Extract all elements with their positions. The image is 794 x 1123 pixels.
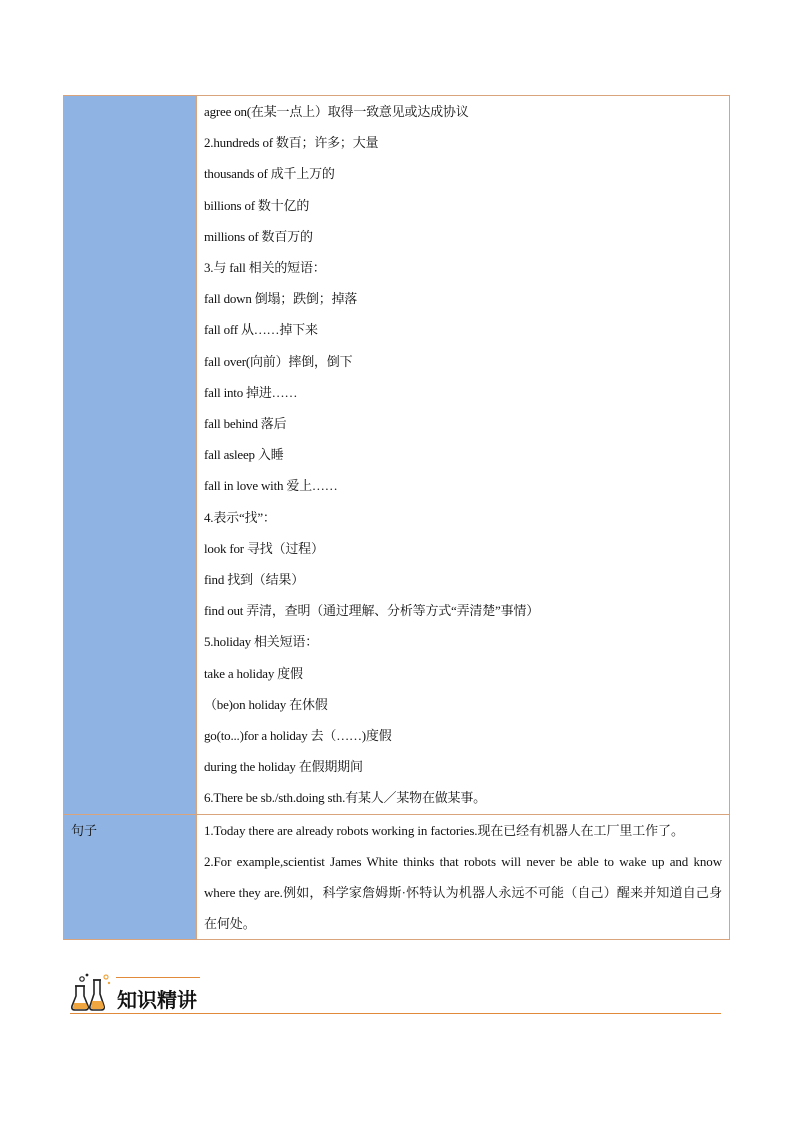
phrase-line: during the holiday 在假期期间 bbox=[204, 759, 363, 775]
section-title: 知识精讲 bbox=[117, 988, 197, 1012]
phrase-line: fall off 从……掉下来 bbox=[204, 322, 318, 338]
row-label bbox=[64, 96, 196, 100]
sentence-2: 2.For example,scientist James White thinks that robots will never be able to wake up and know where they are.例如，科学家詹姆斯·怀特认为机器人永远不可能（自己）醒来并知道自己身在何处。 bbox=[204, 853, 722, 931]
phrase-line: take a holiday 度假 bbox=[204, 665, 303, 681]
phrase-line: fall behind 落后 bbox=[204, 416, 287, 432]
section-header bbox=[70, 972, 721, 1016]
phrase-line: （be)on holiday 在休假 bbox=[204, 696, 328, 712]
sentence-1: 1.Today there are already robots working in factories.现在已经有机器人在工厂里工作了。 bbox=[204, 822, 684, 838]
table-row-phrases bbox=[64, 96, 730, 815]
phrase-line: 3.与 fall 相关的短语： bbox=[204, 260, 326, 276]
sentences-cell bbox=[197, 814, 730, 939]
row-label-cell bbox=[64, 96, 197, 815]
phrase-line: 5.holiday 相关短语： bbox=[204, 634, 318, 650]
phrase-line: 2.hundreds of 数百；许多；大量 bbox=[204, 135, 379, 151]
table-row-sentences bbox=[64, 814, 730, 939]
section-top-rule bbox=[116, 977, 200, 978]
phrases-cell bbox=[197, 96, 730, 815]
vocab-table bbox=[63, 95, 730, 940]
phrase-line: fall into 掉进…… bbox=[204, 384, 298, 400]
row-label-sentences: 句子 bbox=[71, 822, 98, 838]
phrase-line: go(to...)for a holiday 去（……)度假 bbox=[204, 728, 392, 744]
lab-flask-icon bbox=[70, 972, 112, 1012]
phrase-line: 6.There be sb./sth.doing sth.有某人／某物在做某事。 bbox=[204, 790, 486, 806]
phrase-line: thousands of 成千上万的 bbox=[204, 166, 335, 182]
phrase-line: fall down 倒塌；跌倒；掉落 bbox=[204, 291, 358, 307]
phrase-line: look for 寻找（过程） bbox=[204, 540, 324, 556]
phrase-line: millions of 数百万的 bbox=[204, 228, 313, 244]
phrase-line: find out 弄清，查明（通过理解、分析等方式“弄清楚”事情） bbox=[204, 603, 539, 619]
phrase-line: fall asleep 入睡 bbox=[204, 447, 284, 463]
phrase-line: billions of 数十亿的 bbox=[204, 197, 310, 213]
section-underline bbox=[70, 1013, 721, 1014]
phrase-line: fall over(向前）摔倒，倒下 bbox=[204, 353, 353, 369]
row-label-cell bbox=[64, 814, 197, 939]
phrase-line: find 找到（结果） bbox=[204, 572, 304, 588]
phrase-line: fall in love with 爱上…… bbox=[204, 478, 338, 494]
phrase-line: agree on(在某一点上）取得一致意见或达成协议 bbox=[204, 104, 469, 119]
phrase-line: 4.表示“找”： bbox=[204, 509, 276, 525]
